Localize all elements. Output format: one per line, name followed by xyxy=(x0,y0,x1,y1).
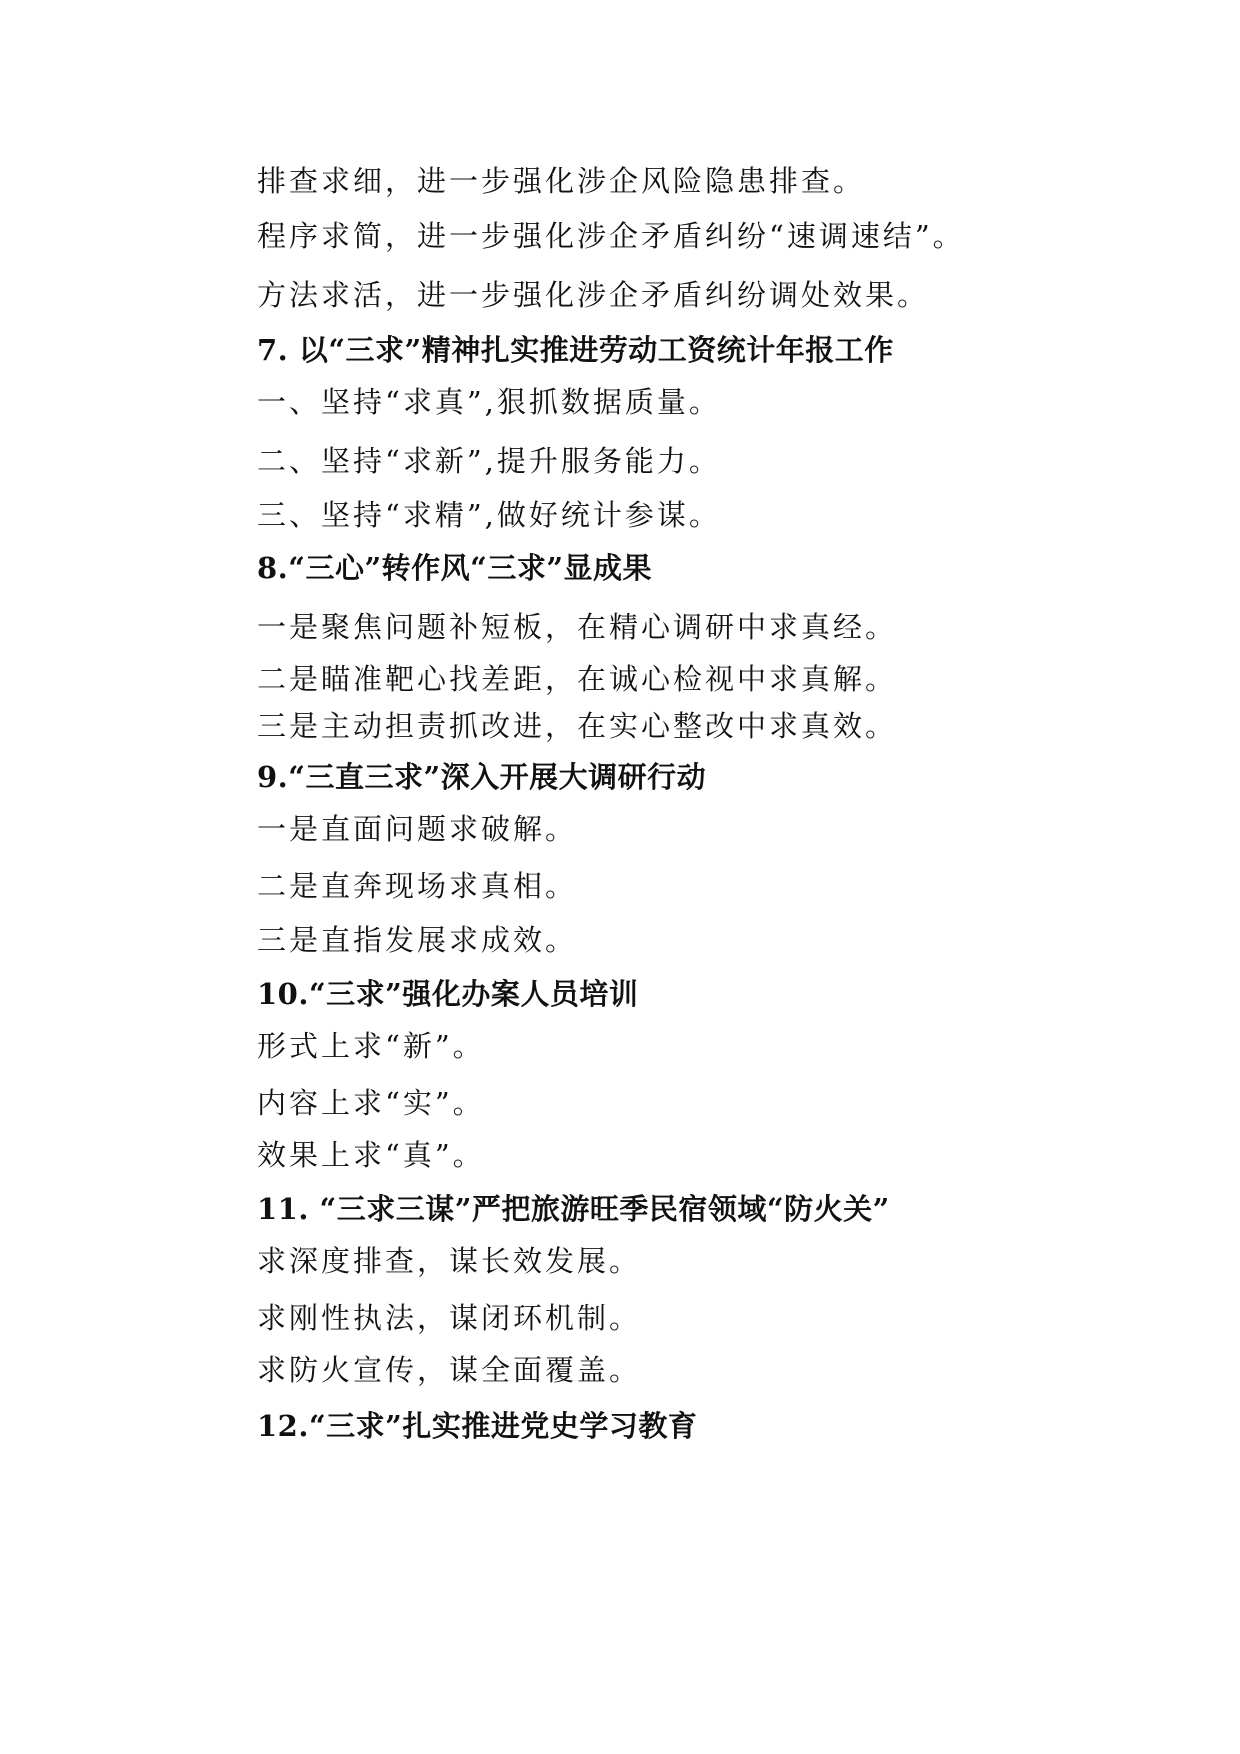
paragraph-line: 程序求简，进一步强化涉企矛盾纠纷“速调速结”。 xyxy=(257,219,965,253)
paragraph-line: 方法求活，进一步强化涉企矛盾纠纷调处效果。 xyxy=(257,278,930,312)
paragraph-line: 二是瞄准靶心找差距，在诚心检视中求真解。 xyxy=(257,662,898,696)
paragraph-line: 三是直指发展求成效。 xyxy=(257,923,578,957)
paragraph-line: 三、坚持“求精”,做好统计参谋。 xyxy=(257,498,721,532)
paragraph-line: 一、坚持“求真”,狠抓数据质量。 xyxy=(257,385,721,419)
section-heading: 10.“三求”强化办案人员培训 xyxy=(257,977,639,1011)
paragraph-line: 效果上求“真”。 xyxy=(257,1138,485,1172)
paragraph-line: 二、坚持“求新”,提升服务能力。 xyxy=(257,444,721,478)
paragraph-line: 求深度排查，谋长效发展。 xyxy=(257,1244,642,1278)
paragraph-line: 求刚性执法，谋闭环机制。 xyxy=(257,1301,642,1335)
section-heading: 11. “三求三谋”严把旅游旺季民宿领域“防火关” xyxy=(257,1192,890,1226)
paragraph-line: 一是直面问题求破解。 xyxy=(257,812,578,846)
section-heading: 9.“三直三求”深入开展大调研行动 xyxy=(257,760,707,794)
section-heading: 7. 以“三求”精神扎实推进劳动工资统计年报工作 xyxy=(257,333,894,367)
paragraph-line: 排查求细，进一步强化涉企风险隐患排查。 xyxy=(257,164,866,198)
paragraph-line: 三是主动担责抓改进，在实心整改中求真效。 xyxy=(257,709,898,743)
paragraph-line: 一是聚焦问题补短板，在精心调研中求真经。 xyxy=(257,610,898,644)
section-heading: 8.“三心”转作风“三求”显成果 xyxy=(257,551,652,585)
paragraph-line: 求防火宣传，谋全面覆盖。 xyxy=(257,1353,642,1387)
section-heading: 12.“三求”扎实推进党史学习教育 xyxy=(257,1409,698,1443)
paragraph-line: 二是直奔现场求真相。 xyxy=(257,869,578,903)
paragraph-line: 形式上求“新”。 xyxy=(257,1029,485,1063)
paragraph-line: 内容上求“实”。 xyxy=(257,1086,485,1120)
